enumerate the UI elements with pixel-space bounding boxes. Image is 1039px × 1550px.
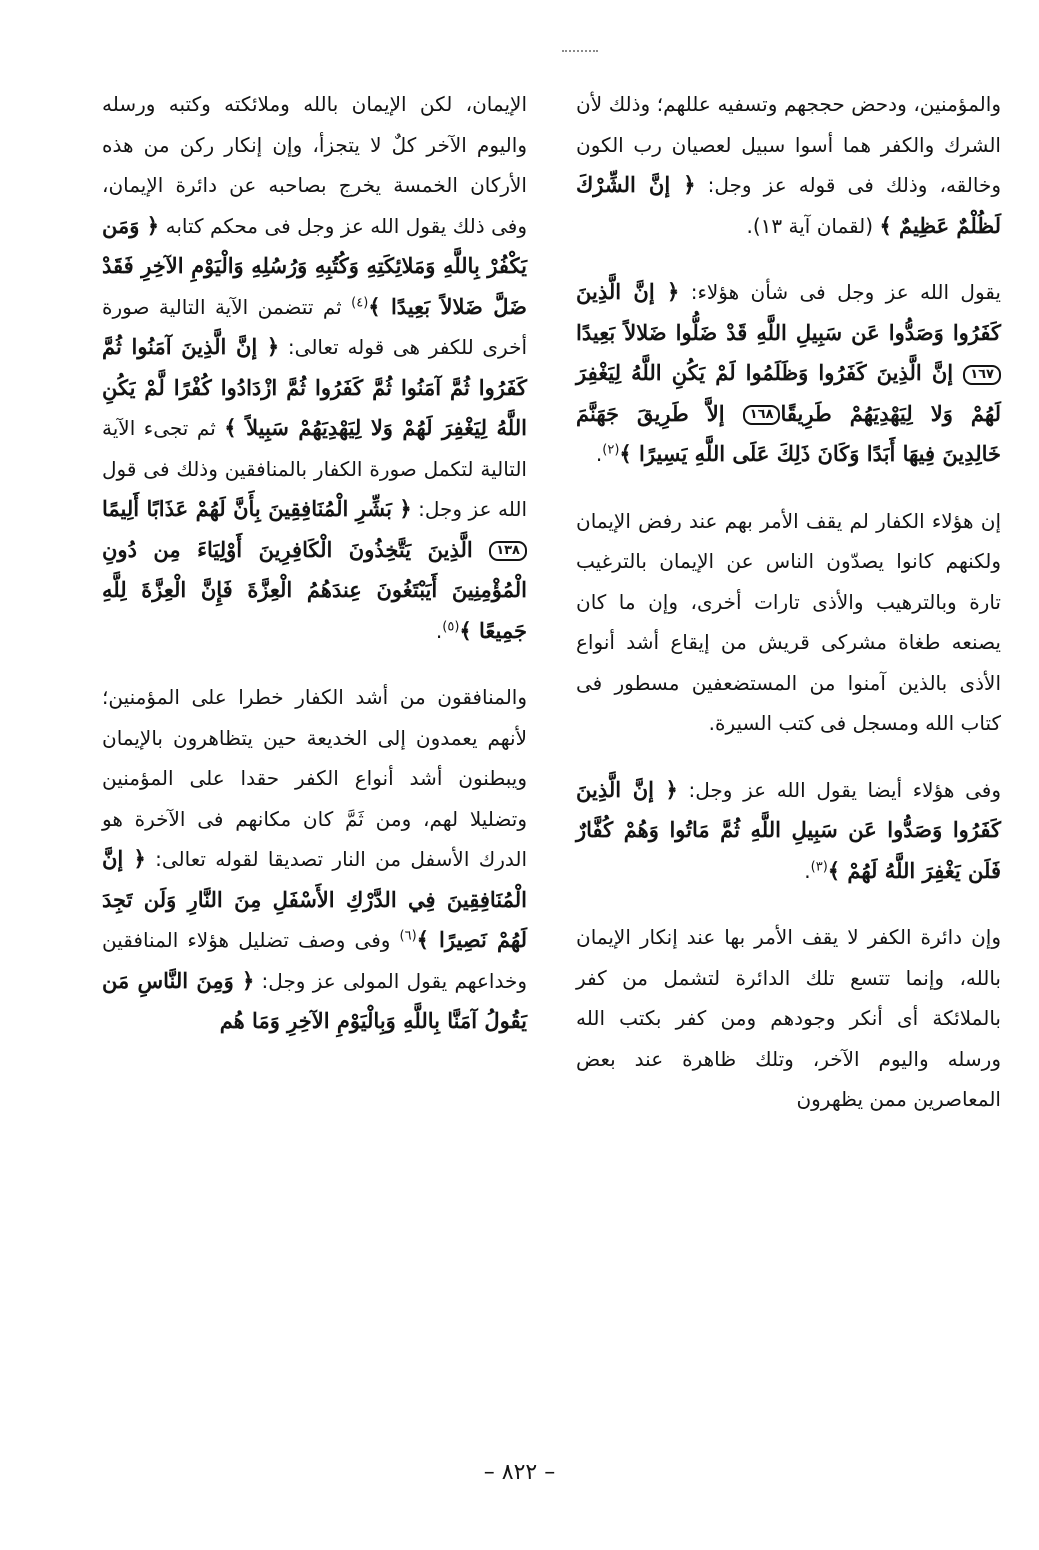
paragraph-text: يقول الله عز وجل فى شأن هؤلاء: — [679, 280, 1001, 304]
quran-verse: إنَّ الَّذِينَ كَفَرُوا وَظَلَمُوا لَمْ يَكُنِ اللَّهُ لِيَغْفِرَ لَهُمْ وَلا لِيَهْدِيَهُمْ طَرِيقًا — [576, 360, 1001, 426]
quran-verse: ﴿ إنَّ الَّذِينَ كَفَرُوا وَصَدُّوا عَن سَبِيلِ اللَّهِ قَدْ ضَلُّوا ضَلالاً بَعِيدًا — [576, 279, 1001, 345]
header-ornament — [562, 50, 598, 60]
paragraph — [102, 84, 527, 651]
quran-verse: الَّذِينَ يَتَّخِذُونَ الْكَافِرِينَ أَوْلِيَاءَ مِن دُونِ الْمُؤْمِنِينَ أَيَبْتَغُونَ عِندَهُمُ الْعِزَّةَ فَإِنَّ الْعِزَّةَ لِلَّهِ جَمِيعًا ﴾ — [102, 536, 527, 643]
paragraph-text: ثم تتضمن الآية التالية صورة أخرى للكفر هى قوله تعالى: — [102, 294, 527, 359]
left-column — [102, 84, 527, 1062]
footnote-ref: (٦) — [399, 928, 417, 944]
paragraph — [576, 501, 1001, 744]
right-column — [576, 84, 1001, 1140]
paragraph — [576, 770, 1001, 892]
verse-number: ١٦٧ — [963, 365, 1001, 385]
footnote-ref: (٢) — [602, 442, 620, 458]
quran-verse: ﴿ إنَّ الشِّرْكَ لَظُلْمٌ عَظِيمٌ ﴾ — [576, 172, 1001, 238]
paragraph-text: ثم تجىء الآية التالية لتكمل صورة الكفار بالمنافقين وذلك فى قول الله عز وجل: — [102, 416, 527, 521]
paragraph-text: والمؤمنين، ودحض حججهم وتسفيه عللهم؛ وذلك لأن الشرك والكفر هما أسوا سبيل لعصيان رب الكون وخالقه، وذلك فى قوله عز وجل: — [576, 92, 1001, 197]
footnote-ref: (٣) — [810, 858, 828, 874]
quran-verse: إلاَّ طَرِيقَ جَهَنَّمَ خَالِدِينَ فِيهَا أَبَدًا وَكَانَ ذَلِكَ عَلَى اللَّهِ يَسِيرًا ﴾ — [576, 400, 1001, 466]
paragraph — [576, 272, 1001, 475]
quran-verse: ﴿ إنَّ الَّذِينَ كَفَرُوا وَصَدُّوا عَن سَبِيلِ اللَّهِ ثُمَّ مَاتُوا وَهُمْ كُفَّارٌ فَلَن يَغْفِرَ اللَّهُ لَهُمْ ﴾ — [576, 776, 1001, 883]
paragraph-text: . — [435, 618, 443, 643]
paragraph-text: الإيمان، لكن الإيمان بالله وملائكته وكتبه ورسله واليوم الآخر كلٌ لا يتجزأ، وإن إنكار ركن من هذه الأركان الخمسة يخرج بصاحبه عن دائرة الإيمان، وفى ذلك يقول الله عز وجل فى محكم كتابه — [102, 92, 527, 238]
footnote-ref: (٥) — [442, 618, 460, 634]
paragraph — [576, 84, 1001, 246]
quran-verse: ﴿ وَمِنَ النَّاسِ مَن يَقُولُ آمَنَّا بِاللَّهِ وَبِالْيَوْمِ الآخِرِ وَمَا هُم — [102, 967, 527, 1033]
paragraph-text: وإن دائرة الكفر لا يقف الأمر بها عند إنكار الإيمان بالله، وإنما تتسع تلك الدائرة لتشمل من كفر بالملائكة أى أنكر وجودهم ومن كفر بكتب الله ورسله واليوم الآخر، وتلك ظاهرة عند بعض المعاصرين ممن يظهرون — [576, 925, 1001, 1111]
quran-verse: ﴿ وَمَن يَكْفُرْ بِاللَّهِ وَمَلائِكَتِهِ وَكُتُبِهِ وَرُسُلِهِ وَالْيَوْمِ الآخِرِ فَقَدْ ضَلَّ ضَلالاً بَعِيدًا ﴾ — [102, 212, 528, 319]
quran-verse: ﴿ إنَّ الَّذِينَ آمَنُوا ثُمَّ كَفَرُوا ثُمَّ آمَنُوا ثُمَّ كَفَرُوا ثُمَّ ازْدَادُوا كُفْرًا لَّمْ يَكُنِ اللَّهُ لِيَغْفِرَ لَهُمْ وَلا لِيَهْدِيَهُمْ سَبِيلاً ﴾ — [102, 334, 527, 440]
paragraph-text: والمنافقون من أشد الكفار خطرا على المؤمنين؛ لأنهم يعمدون إلى الخديعة حين يتظاهرون بالإيمان ويبطنون أشد أنواع الكفر حقدا على المؤمنين وتضليلا لهم، ومن ثَمَّ كان مكانهم فى الآخرة هو الدرك الأسفل من النار تصديقا لقوله تعالى: — [102, 685, 527, 871]
footnote-ref: (٤) — [351, 294, 369, 310]
quran-verse: ﴿ بَشِّرِ الْمُنَافِقِينَ بِأَنَّ لَهُمْ عَذَابًا أَلِيمًا — [102, 496, 412, 521]
verse-number: ١٦٨ — [743, 405, 781, 425]
paragraph — [102, 677, 527, 1042]
paragraph-text: . — [595, 442, 603, 466]
paragraph-text: وفى هؤلاء أيضا يقول الله عز وجل: — [677, 777, 1001, 802]
verse-number: ١٣٨ — [489, 541, 527, 561]
paragraph — [576, 917, 1001, 1120]
paragraph-text: (لقمان آية ١٣). — [746, 213, 880, 238]
page-number: – ٨٢٢ – — [483, 1460, 556, 1485]
quran-verse: ﴿ إنَّ الْمُنَافِقِينَ فِي الدَّرْكِ الأَسْفَلِ مِنَ النَّارِ وَلَن تَجِدَ لَهُمْ نَصِيرًا ﴾ — [102, 846, 527, 952]
paragraph-text: . — [804, 858, 811, 883]
paragraph-text: إن هؤلاء الكفار لم يقف الأمر بهم عند رفض الإيمان ولكنهم كانوا يصدّون الناس عن الإيمان بالترغيب تارة وبالترهيب والأذى تارات أخرى، وإن ما كان يصنعه طغاة مشركى قريش من إيقاع أشد أنواع الأذى بالذين آمنوا من المستضعفين مسطور فى كتاب الله ومسجل فى كتب السيرة. — [576, 508, 1001, 735]
paragraph-text: وفى وصف تضليل هؤلاء المنافقين وخداعهم يقول المولى عز وجل: — [102, 928, 527, 993]
